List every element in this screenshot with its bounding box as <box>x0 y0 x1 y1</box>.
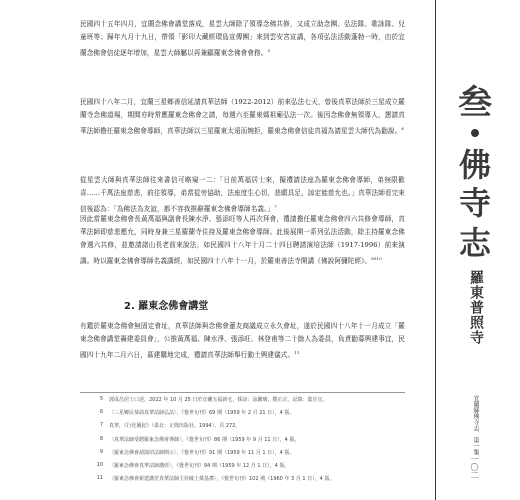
chapter-title-char: 寺 <box>458 184 491 222</box>
footnote-marker: 8 <box>371 256 374 261</box>
footnote <box>80 409 405 422</box>
sidebar-rule <box>435 0 436 500</box>
footnote <box>80 449 405 462</box>
footnote <box>80 422 405 435</box>
chapter-subtitle: 羅東普照寺 <box>468 270 484 345</box>
chapter-title-char: 叁 <box>458 83 492 123</box>
paragraph-text: 民國四十五年四月，宜蘭念佛會講堂落成，星雲大師除了領導念佛共修，又成立助念團、弘法隊、歌詠隊、兒童班等；歸年九月十九日，帶領「影印大藏經環島宣傳團」來到雲安宮宣講，各項弘法活動蓬勃一時，由於宜蘭念佛會信徒逐年增加，星雲大師屬以再兼顧羅東念佛會會務。 <box>80 20 405 58</box>
footnote-number: 8 <box>99 435 103 442</box>
footnote-marker: 10 <box>376 256 382 261</box>
paragraph <box>80 18 405 60</box>
chapter-title-char: 志 <box>458 224 491 262</box>
paragraph <box>80 213 405 268</box>
paragraph <box>80 96 405 138</box>
title-separator-dot <box>471 129 479 137</box>
footnote-text: 〈羅東念佛會請演培法師開示〉，《覺世旬刊》91 期（1959 年 11 月 1 日），4 版。 <box>109 449 295 456</box>
section-heading: 2. 羅東念佛會講堂 <box>124 301 209 312</box>
footnote-text: 郭成昌居士口述，2022 年 10 月 25 日於宜蘭五福新宅，採訪：涂馨瑀；撰正宗，記錄：葉宣宜。 <box>109 397 328 403</box>
footnote-number: 10 <box>96 461 103 468</box>
footnote <box>80 475 405 488</box>
footnote-marker: 5 <box>267 48 271 53</box>
paragraph <box>80 320 405 362</box>
chapter-title-char: 佛 <box>458 146 491 184</box>
footnote-text: 真華，《行化履紀》（臺北：正聞出版社，1994），頁 272。 <box>109 423 241 430</box>
volume-label: 宜蘭縣佛寺志．第一集 <box>472 395 479 455</box>
footnote-number: 7 <box>99 422 103 429</box>
footnote-text: 〈羅東念佛會真華法師講經〉，《覺世旬刊》94 期（1959 年 12 月 1 日），4 版。 <box>109 462 290 469</box>
footnote-marker: 9 <box>373 256 377 261</box>
paragraph-text: 民國四十八年二月，宜蘭三星鄉善信延請真華法師（1922-2012）前來弘法七天，曾後真華法師於三星成立羅蘭寺念佛道場，期間亦時常應羅東念佛會之請，每週六至羅東媽祖廟弘法一次。後因念佛會無領導人，懇請真華法師擔任羅東念佛會導師，真華法師以三星羅東太遠而婉拒，羅東念佛會信徒真福為請星雲大師代為勸說。 <box>80 98 405 136</box>
paragraph-text: 有鑑於羅東念佛會無固定會址，真華法師與念佛會蓮友商議成立永久會址，遂於民國四十八年十一月成立「羅東念佛會講堂籌建委員會」，公推黃萬福、陳水淨、張添旺、林登甫等二十餘人為委員，負責勸募興建事宜，民國四十九年二月六日，慕建購地完成，禮請真華法師舉行動土興建儀式。 <box>80 322 405 360</box>
footnote-number: 9 <box>99 448 103 455</box>
page-number: 一〇二 <box>470 455 479 479</box>
footnote <box>80 436 405 449</box>
chapter-sidebar <box>435 0 510 500</box>
footnote-text: 〈羅東念佛會新建講堂真華法師主持破土奠基禮〉，《覺世旬刊》102 期（1960 年 3 月 1 日），4 版。 <box>109 476 335 483</box>
footnote <box>80 462 405 475</box>
page-body <box>80 0 405 500</box>
footnote-marker: 6 <box>401 126 404 131</box>
footnote-number: 5 <box>99 396 103 402</box>
footnote-number: 11 <box>96 475 103 482</box>
footnote-number: 6 <box>99 409 103 416</box>
footnote-marker: 7 <box>274 204 277 209</box>
footnote <box>80 396 405 409</box>
footnote-text: 〈三星鄉民恭請真華法師弘法〉，《覺世旬刊》69 期（1959 年 2 月 21 日），4 版。 <box>109 410 295 417</box>
footnote-divider <box>80 392 405 393</box>
paragraph-text: 因此當羅東念佛會長黃萬福與副會長陳水淨、張添旺等人再次拜會，禮請擔任羅東念佛會四六共修會導師，真華法師即慈悲應允，同時身兼三星羅蘭寺住持及羅東念佛會導師。此後展開一系列弘法活動，除主持羅東念佛會週六共修，並邀請諸山長老前來說法，如民國四十八年十月二十四日聘請演培法師（1917-1996）前來演講。時以羅東念佛會導師名義講經，如民國四十八年十一月，於羅東善法寺開講《佛說阿彌陀經》。 <box>80 215 405 266</box>
footnote-text: 〈真華法師受聘羅東念佛會導師〉，《覺世旬刊》86 期（1959 年 9 月 11 日），4 版。 <box>109 436 300 443</box>
paragraph <box>80 174 405 216</box>
paragraph-text: 從星雲大師與真華法師往來書信可略窺一二：「日前萬福居士來，擬禮請法座為羅東念佛會導師，弟無限歡喜……千萬法座慈悲，前往領導，弟當從旁協助，法座度生心切，悲願具足，諒定能慈允也。」真華法師看完來信後認為：「為佛法為友誼，都不容我推辭羅東念佛會導師名義。」 <box>80 176 405 214</box>
footnotes <box>80 396 405 488</box>
footnote-marker: 11 <box>294 350 300 355</box>
